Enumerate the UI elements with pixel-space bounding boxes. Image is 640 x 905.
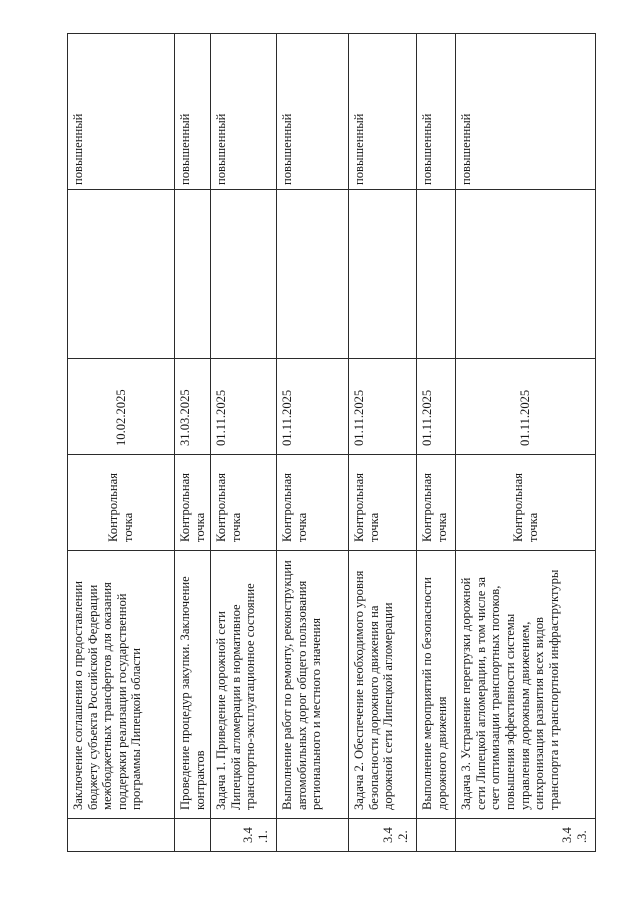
row-description: Задача 3. Устранение перегрузки дорожной сети Липецкой агломерации, в том числе за счет оптимизации транспортных потоков, повышения эффективности системы управления дорожным движением, синхронизация развития всех видов транспорта и транспортной инфраструктуры <box>456 551 596 819</box>
row-description: Выполнение мероприятий по безопасности дорожного движения <box>417 551 456 819</box>
row-number: 3.4.2. <box>349 819 417 852</box>
rotated-document-page <box>67 34 595 852</box>
row-empty-cell <box>277 190 349 359</box>
table-row <box>277 34 349 852</box>
checkpoint-table <box>67 33 596 852</box>
row-empty-cell <box>175 190 211 359</box>
row-description: Задача 1. Приведение дорожной сети Липецкой агломерации в нормативное транспортно-эксплуатационное состояние <box>211 551 277 819</box>
row-type: Контрольная точка <box>175 455 211 551</box>
row-date: 31.03.2025 <box>175 359 211 455</box>
row-number <box>417 819 456 852</box>
row-number: 3.4.3. <box>456 819 596 852</box>
row-level: повышенный <box>68 34 175 190</box>
row-description: Проведение процедур закупки. Заключение контрактов <box>175 551 211 819</box>
row-number <box>175 819 211 852</box>
table-row <box>211 34 277 852</box>
row-level: повышенный <box>175 34 211 190</box>
row-date: 01.11.2025 <box>211 359 277 455</box>
table-row <box>417 34 456 852</box>
row-empty-cell <box>456 190 596 359</box>
row-level: повышенный <box>211 34 277 190</box>
row-empty-cell <box>211 190 277 359</box>
row-description: Заключение соглашения о предоставлении бюджету субъекта Российской Федерации межбюджетных трансфертов для оказания поддержки реализации государственной программы Липецкой области <box>68 551 175 819</box>
row-type: Контрольная точка <box>456 455 596 551</box>
row-number: 3.4.1. <box>211 819 277 852</box>
row-type: Контрольная точка <box>68 455 175 551</box>
row-level: повышенный <box>417 34 456 190</box>
table-row <box>456 34 596 852</box>
row-description: Задача 2. Обеспечение необходимого уровня безопасности дорожного движения на дорожной сети Липецкой агломерации <box>349 551 417 819</box>
row-type: Контрольная точка <box>277 455 349 551</box>
table-row <box>68 34 175 852</box>
row-level: повышенный <box>456 34 596 190</box>
row-level: повышенный <box>349 34 417 190</box>
table-row <box>175 34 211 852</box>
row-number <box>68 819 175 852</box>
row-number <box>277 819 349 852</box>
row-type: Контрольная точка <box>211 455 277 551</box>
row-type: Контрольная точка <box>349 455 417 551</box>
row-date: 01.11.2025 <box>277 359 349 455</box>
row-date: 10.02.2025 <box>68 359 175 455</box>
row-date: 01.11.2025 <box>456 359 596 455</box>
row-empty-cell <box>417 190 456 359</box>
row-level: повышенный <box>277 34 349 190</box>
row-empty-cell <box>349 190 417 359</box>
table-row <box>349 34 417 852</box>
row-description: Выполнение работ по ремонту, реконструкции автомобильных дорог общего пользования регионального и местного значения <box>277 551 349 819</box>
row-date: 01.11.2025 <box>349 359 417 455</box>
row-type: Контрольная точка <box>417 455 456 551</box>
row-date: 01.11.2025 <box>417 359 456 455</box>
row-empty-cell <box>68 190 175 359</box>
